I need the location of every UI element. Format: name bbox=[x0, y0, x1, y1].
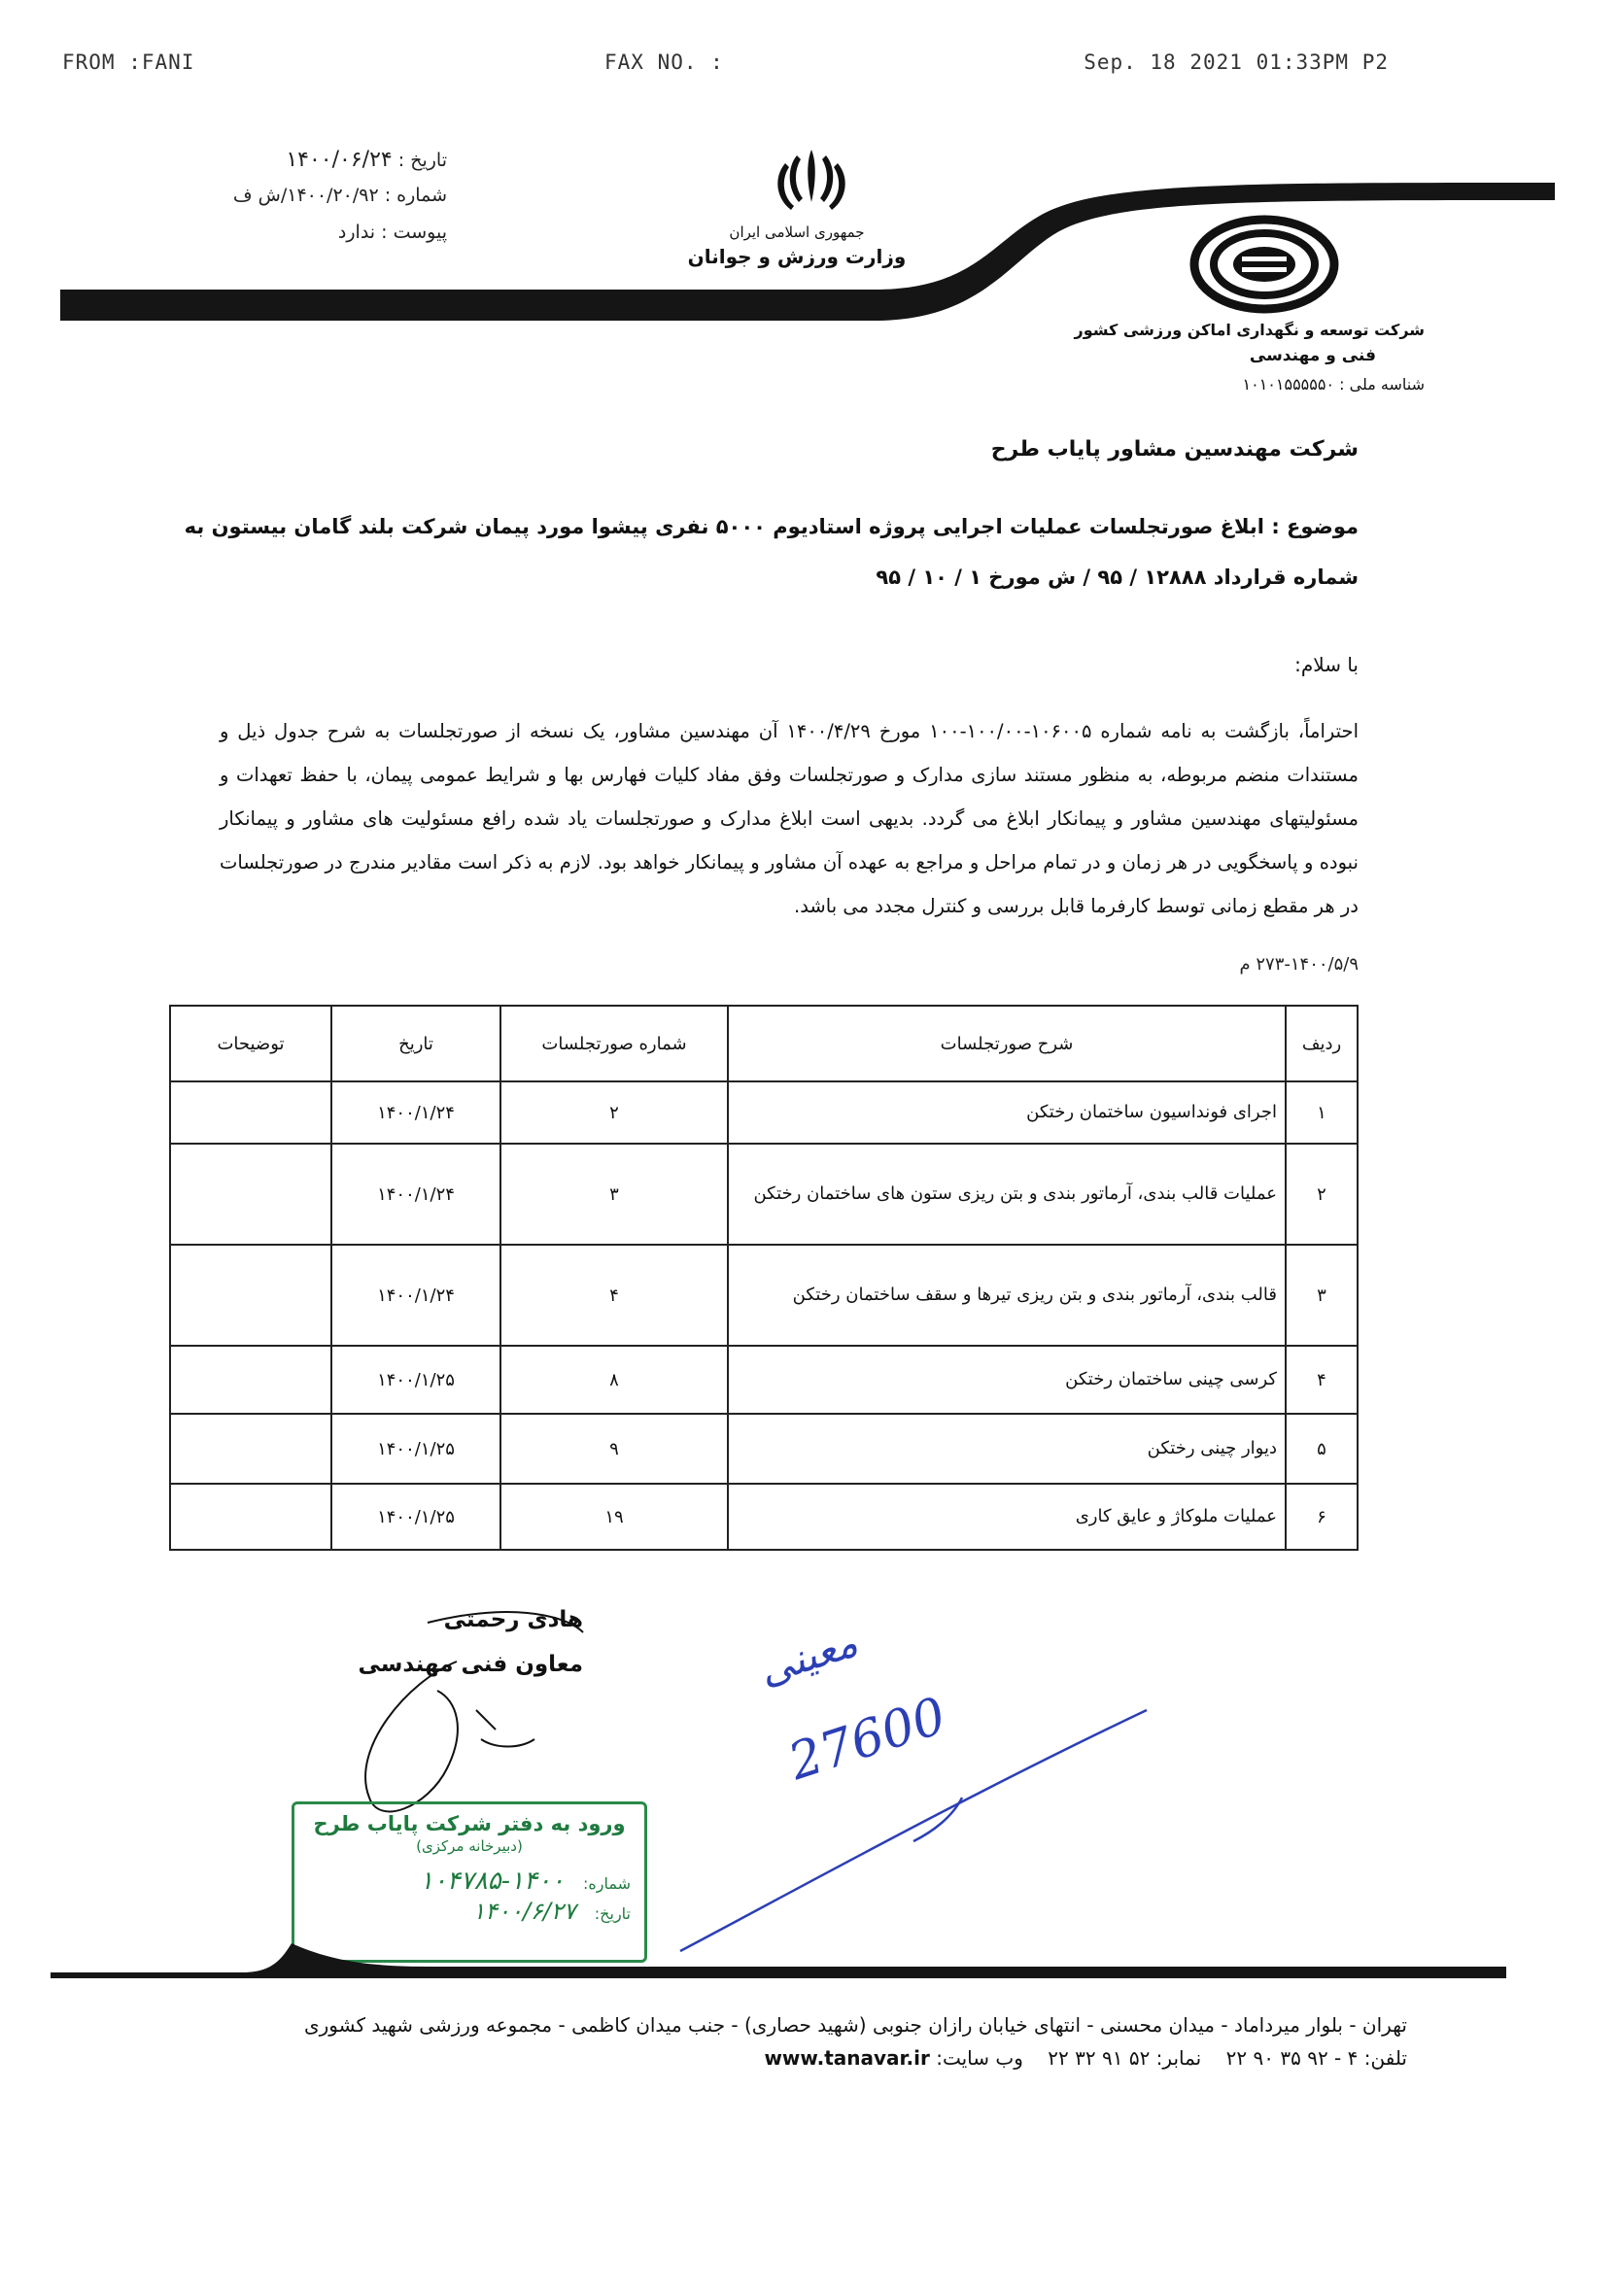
subject-line2: شماره قرارداد ۱۲۸۸۸ / ۹۵ / ش مورخ ۱ / ۱۰ / ۹۵ bbox=[876, 565, 1359, 589]
handwritten-note-number: 27600 bbox=[781, 1686, 953, 1793]
table-row bbox=[170, 1081, 1358, 1144]
meta-date-value: ۱۴۰۰/۰۶/۲۴ bbox=[286, 148, 393, 172]
table-row bbox=[170, 1346, 1358, 1414]
stamp-number-value: ۱۴۰۰-۱۰۴۷۸۵ bbox=[419, 1867, 565, 1896]
footer-website[interactable]: www.tanavar.ir bbox=[764, 2046, 930, 2070]
meta-date-label: تاریخ : bbox=[397, 150, 447, 171]
company-name: شرکت توسعه و نگهداری اماکن ورزشی کشور bbox=[1074, 321, 1425, 339]
handwritten-stroke-icon bbox=[671, 1700, 1156, 1963]
footer-phone: تلفن: ۴ - ۹۲ ۳۵ ۹۰ ۲۲ bbox=[1225, 2046, 1407, 2070]
stamp-title: ورود به دفتر شرکت پایاب طرح bbox=[313, 1812, 626, 1835]
footer-fax: نمابر: ۵۲ ۹۱ ۳۲ ۲۲ bbox=[1048, 2046, 1202, 2070]
stamp-date-label: تاریخ: bbox=[594, 1904, 631, 1923]
cell-row-number: ۵ bbox=[1286, 1414, 1358, 1484]
cell-date: ۱۴۰۰/۱/۲۴ bbox=[331, 1144, 500, 1245]
header-minutes-number: شماره صورتجلسات bbox=[500, 1006, 728, 1081]
cell-row-number: ۴ bbox=[1286, 1346, 1358, 1414]
cell-minutes-number: ۲ bbox=[500, 1081, 728, 1144]
fax-number: FAX NO. : bbox=[604, 51, 724, 74]
header-row-number: ردیف bbox=[1286, 1006, 1358, 1081]
handwritten-reference: ۲۷۳-۱۴۰۰/۵/۹ م bbox=[1239, 954, 1359, 975]
meta-attachment-label: پیوست : bbox=[381, 222, 447, 243]
table-row bbox=[170, 1484, 1358, 1550]
header-description: شرح صورتجلسات bbox=[728, 1006, 1286, 1081]
footer-website-label: وب سایت: bbox=[936, 2046, 1023, 2070]
cell-row-number: ۱ bbox=[1286, 1081, 1358, 1144]
header-notes: توضیحات bbox=[170, 1006, 331, 1081]
cell-minutes-number: ۸ bbox=[500, 1346, 728, 1414]
cell-notes bbox=[170, 1081, 331, 1144]
meta-attachment-value: ندارد bbox=[337, 222, 376, 243]
ministry-line2: وزارت ورزش و جوانان bbox=[687, 245, 907, 268]
cell-notes bbox=[170, 1144, 331, 1245]
signatory-name: هادی رحمتی bbox=[443, 1607, 583, 1632]
stamp-date-value: ۱۴۰۰/۶/۲۷ bbox=[472, 1898, 576, 1925]
fax-from: FROM :FANI bbox=[62, 51, 195, 74]
header-swoosh-band bbox=[0, 0, 1618, 330]
table-row bbox=[170, 1144, 1358, 1245]
footer-swoosh-band bbox=[0, 1934, 1618, 2002]
stamp-number bbox=[294, 1867, 631, 1896]
cell-description: اجرای فونداسیون ساختمان رختکن bbox=[728, 1081, 1286, 1144]
meta-number-value: ۱۴۰۰/۲۰/۹۲/ش ف bbox=[232, 185, 379, 206]
cell-minutes-number: ۴ bbox=[500, 1245, 728, 1346]
letter-body: احتراماً، بازگشت به نامه شماره ۱۰۶۰۰۵-۱۰۰/۰۰-۱۰۰ مورخ ۱۴۰۰/۴/۲۹ آن مهندسین مشاور، یک نسخه از صورتجلسات به شرح جدول ذیل و مستندات منضم مربوطه، به منظور مستند سازی مدارک و صورتجلسات وفق مفاد کلیات فهارس بها و شرایط عمومی پیمان، با حفظ تعهدات و مسئولیتهای مهندسین مشاور و پیمانکار ابلاغ می گردد. بدیهی است ابلاغ مدارک و صورتجلسات یاد شده رافع مسئولیت های مشاور و پیمانکار نبوده و پاسخگویی در هر زمان و در تمام مراحل و مراجع به عهده آن مشاور و پیمانکار خواهد بود. لازم به ذکر است مقادیر مندرج در صورتجلسات در هر مقطع زمانی توسط کارفرما قابل بررسی و کنترل مجدد می باشد. bbox=[220, 720, 1360, 917]
header-date: تاریخ bbox=[331, 1006, 500, 1081]
cell-minutes-number: ۳ bbox=[500, 1144, 728, 1245]
cell-description: قالب بندی، آرماتور بندی و بتن ریزی تیرها و سقف ساختمان رختکن bbox=[728, 1245, 1286, 1346]
cell-date: ۱۴۰۰/۱/۲۵ bbox=[331, 1484, 500, 1550]
table-row bbox=[170, 1245, 1358, 1346]
cell-notes bbox=[170, 1414, 331, 1484]
cell-description: عملیات قالب بندی، آرماتور بندی و بتن ریزی ستون های ساختمان رختکن bbox=[728, 1144, 1286, 1245]
meta-number-label: شماره : bbox=[384, 185, 447, 206]
greeting: با سلام: bbox=[1294, 653, 1359, 676]
cell-date: ۱۴۰۰/۱/۲۴ bbox=[331, 1245, 500, 1346]
cell-notes bbox=[170, 1484, 331, 1550]
table-header-row bbox=[170, 1006, 1358, 1081]
subject-line1: موضوع : ابلاغ صورتجلسات عملیات اجرایی پروژه استادیوم ۵۰۰۰ نفری پیشوا مورد پیمان شرکت بلند گامان بیستون به bbox=[184, 515, 1359, 538]
company-division: فنی و مهندسی bbox=[1249, 346, 1376, 365]
cell-notes bbox=[170, 1245, 331, 1346]
handwritten-note-name: معینی bbox=[752, 1618, 864, 1695]
stamp-number-label: شماره: bbox=[582, 1874, 631, 1893]
recipient: شرکت مهندسین مشاور پایاب طرح bbox=[990, 437, 1359, 462]
table-row bbox=[170, 1414, 1358, 1484]
cell-description: کرسی چینی ساختمان رختکن bbox=[728, 1346, 1286, 1414]
cell-date: ۱۴۰۰/۱/۲۴ bbox=[331, 1081, 500, 1144]
company-logo-icon bbox=[1188, 214, 1341, 315]
cell-row-number: ۶ bbox=[1286, 1484, 1358, 1550]
footer-address: تهران - بلوار میرداماد - میدان محسنی - انتهای خیابان رازان جنوبی (شهید حصاری) - جنب میدان کاظمی - مجموعه ورزشی شهید کشوری bbox=[303, 2013, 1407, 2037]
signatory-title: معاون فنی مهندسی bbox=[358, 1652, 583, 1677]
cell-description: دیوار چینی رختکن bbox=[728, 1414, 1286, 1484]
cell-description: عملیات ملوکاژ و عایق کاری bbox=[728, 1484, 1286, 1550]
stamp-subtitle: (دبیرخانه مرکزی) bbox=[416, 1837, 523, 1855]
stamp-date bbox=[294, 1898, 631, 1925]
cell-date: ۱۴۰۰/۱/۲۵ bbox=[331, 1346, 500, 1414]
cell-row-number: ۲ bbox=[1286, 1144, 1358, 1245]
company-national-id: شناسه ملی : ۱۰۱۰۱۵۵۵۵۵۰ bbox=[1242, 375, 1425, 394]
cell-date: ۱۴۰۰/۱/۲۵ bbox=[331, 1414, 500, 1484]
cell-minutes-number: ۱۹ bbox=[500, 1484, 728, 1550]
cell-notes bbox=[170, 1346, 331, 1414]
fax-datetime: Sep. 18 2021 01:33PM P2 bbox=[1084, 51, 1389, 74]
footer-contact bbox=[457, 2046, 1407, 2070]
cell-minutes-number: ۹ bbox=[500, 1414, 728, 1484]
cell-row-number: ۳ bbox=[1286, 1245, 1358, 1346]
ministry-line1: جمهوری اسلامی ایران bbox=[729, 223, 865, 241]
minutes-table bbox=[169, 1005, 1359, 1551]
